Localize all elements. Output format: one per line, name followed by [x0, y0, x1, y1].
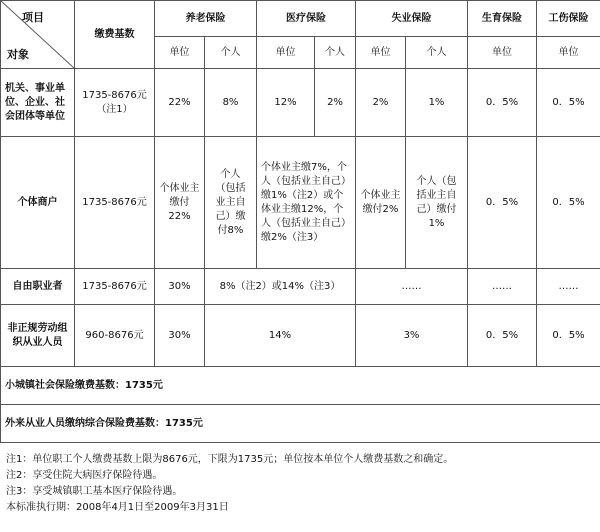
note-3: 注3：享受城镇职工基本医疗保险待遇。: [6, 486, 183, 497]
pension-medical-combined-value: 14%: [205, 305, 356, 367]
medical-unit-value: 12%: [257, 69, 315, 137]
unemp-combined-value: 3%: [356, 305, 468, 367]
pension-unit-value: 个体业主缴付22%: [155, 137, 205, 269]
item-label: 项目: [22, 11, 44, 24]
pension-header: 养老保险: [155, 1, 257, 37]
summary-small-town-base: 小城镇社会保险缴费基数：1735元: [1, 367, 600, 405]
unemp-unit-value: 个体业主缴付2%: [356, 137, 406, 269]
target-label: 对象: [7, 48, 29, 61]
table-row: [1, 137, 600, 269]
note-2: 注2：享受住院大病医疗保险待遇。: [6, 470, 163, 481]
maternity-value: 0．5%: [468, 305, 537, 367]
medical-personal-header: 个人: [315, 37, 356, 69]
unemp-personal-value: 个人（包括业主自己）缴付1%: [406, 137, 468, 269]
medical-header: 医疗保险: [257, 1, 356, 37]
pension-unit-value: 30%: [155, 269, 205, 305]
unemployment-header: 失业保险: [356, 1, 468, 37]
maternity-value: 0．5%: [468, 69, 537, 137]
row-base: 960-8676元: [75, 305, 155, 367]
injury-value: 0．5%: [537, 137, 600, 269]
injury-unit-header: 单位: [537, 37, 600, 69]
row-base: 1735-8676元: [75, 137, 155, 269]
pension-unit-value: 30%: [155, 305, 205, 367]
row-target: 非正规劳动组织从业人员: [1, 305, 75, 367]
note-1: 注1：单位职工个人缴费基数上限为8676元，下限为1735元；单位按本单位个人缴费基数之和确定。: [6, 454, 454, 465]
unemp-unit-header: 单位: [356, 37, 406, 69]
pension-unit-value: 22%: [155, 69, 205, 137]
injury-value: 0．5%: [537, 69, 600, 137]
medical-combined-value: 个体业主缴7%，个人（包括业主自己）缴1%（注2）或个体业主缴12%，个人（包括业主自己）缴2%（注3）: [257, 137, 356, 269]
row-target: 机关、事业单位、企业、社会团体等单位: [1, 69, 75, 137]
header-diagonal-cell: [1, 1, 75, 69]
injury-header: 工伤保险: [537, 1, 600, 37]
pension-unit-header: 单位: [155, 37, 205, 69]
row-base: 1735-8676元（注1）: [75, 69, 155, 137]
footnotes: [6, 452, 453, 516]
injury-value: ……: [537, 269, 600, 305]
maternity-unit-header: 单位: [468, 37, 537, 69]
summary-migrant-base: 外来从业人员缴纳综合保险费基数：1735元: [1, 405, 600, 443]
maternity-header: 生育保险: [468, 1, 537, 37]
effective-period: 本标准执行期：2008年4月1日至2009年3月31日: [6, 502, 229, 513]
pension-medical-combined-value: 8%（注2）或14%（注3）: [205, 269, 356, 305]
medical-unit-header: 单位: [257, 37, 315, 69]
unemp-combined-value: ……: [356, 269, 468, 305]
row-target: 自由职业者: [1, 269, 75, 305]
maternity-value: 0．5%: [468, 137, 537, 269]
row-base: 1735-8676元: [75, 269, 155, 305]
unemp-personal-value: 1%: [406, 69, 468, 137]
table-row: [1, 269, 600, 305]
pension-personal-value: 个人（包括业主自己）缴付8%: [205, 137, 257, 269]
table-row: [1, 305, 600, 367]
pension-personal-value: 8%: [205, 69, 257, 137]
row-target: 个体商户: [1, 137, 75, 269]
medical-personal-value: 2%: [315, 69, 356, 137]
pension-personal-header: 个人: [205, 37, 257, 69]
maternity-value: ……: [468, 269, 537, 305]
unemp-unit-value: 2%: [356, 69, 406, 137]
unemp-personal-header: 个人: [406, 37, 468, 69]
base-header: 缴费基数: [75, 1, 155, 69]
injury-value: 0．5%: [537, 305, 600, 367]
table-row: [1, 69, 600, 137]
